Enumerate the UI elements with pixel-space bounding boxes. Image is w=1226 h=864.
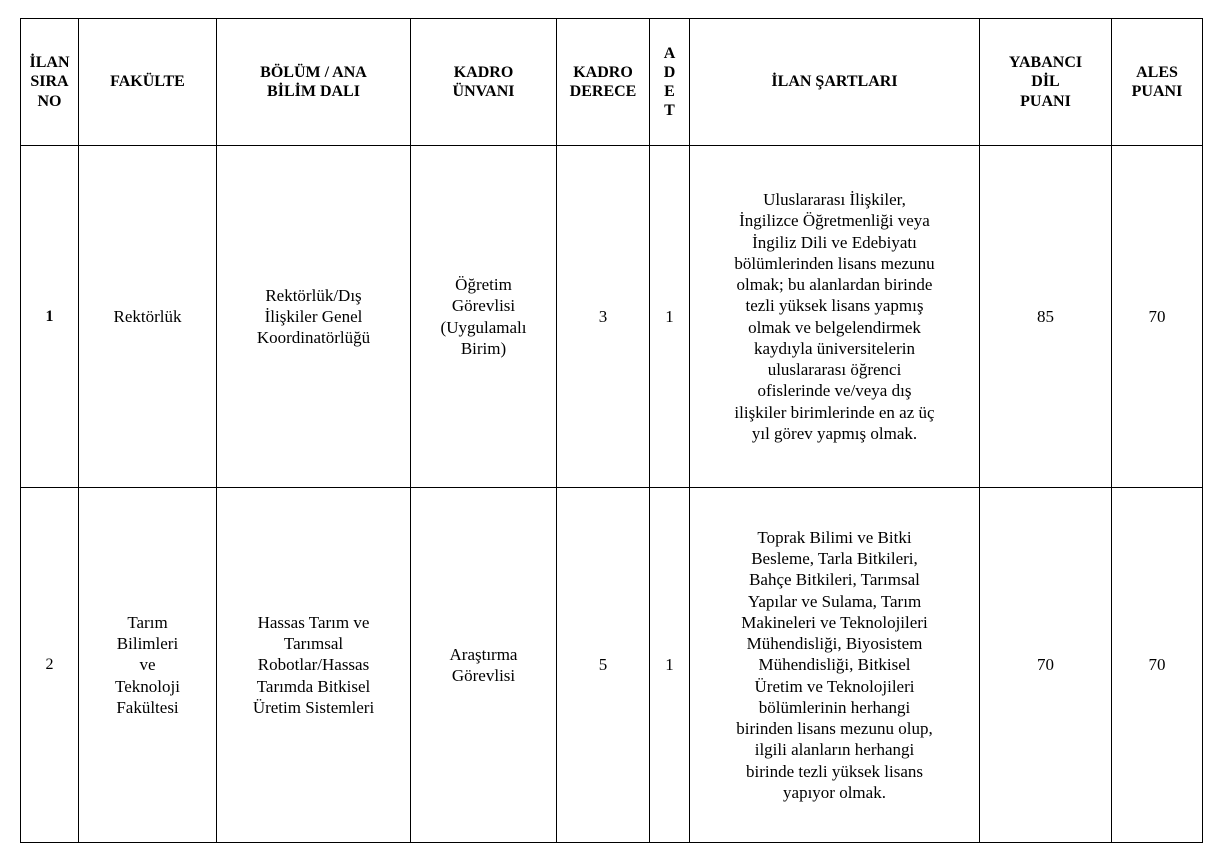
table-row [21, 488, 1203, 843]
cell-kadro-unvani: Araştırma Görevlisi [411, 488, 557, 843]
header-ales-puani: ALES PUANI [1112, 19, 1203, 146]
cell-fakulte: Tarım Bilimleri ve Teknoloji Fakültesi [79, 488, 217, 843]
cell-kadro-derece: 5 [557, 488, 650, 843]
cell-ales-puani: 70 [1112, 146, 1203, 488]
header-yabanci-dil-puani: YABANCI DİL PUANI [980, 19, 1112, 146]
cell-yabanci-dil-puani: 70 [980, 488, 1112, 843]
cell-ilan-sartlari: Toprak Bilimi ve Bitki Besleme, Tarla Bitkileri, Bahçe Bitkileri, Tarımsal Yapılar ve Sulama, Tarım Makineleri ve Teknolojileri Mühendisliği, Biyosistem Mühendisliği, Bitkisel Üretim ve Teknolojileri bölümlerinin herhangi birinden lisans mezunu olup, ilgili alanların herhangi birinde tezli yüksek lisans yapıyor olmak. [690, 488, 980, 843]
cell-ilan-sartlari: Uluslararası İlişkiler, İngilizce Öğretmenliği veya İngiliz Dili ve Edebiyatı bölümlerinden lisans mezunu olmak; bu alanlardan birinde tezli yüksek lisans yapmış olmak ve belgelendirmek kaydıyla üniversitelerin uluslararası öğrenci ofislerinde ve/veya dış ilişkiler birimlerinde en az üç yıl görev yapmış olmak. [690, 146, 980, 488]
header-bolum-ana-bilim-dali: BÖLÜM / ANA BİLİM DALI [217, 19, 411, 146]
header-kadro-derece: KADRO DERECE [557, 19, 650, 146]
cell-kadro-derece: 3 [557, 146, 650, 488]
header-ilan-sartlari: İLAN ŞARTLARI [690, 19, 980, 146]
ilan-table [20, 18, 1203, 843]
cell-adet: 1 [650, 488, 690, 843]
header-ilan-sira-no: İLAN SIRA NO [21, 19, 79, 146]
header-fakulte: FAKÜLTE [79, 19, 217, 146]
cell-yabanci-dil-puani: 85 [980, 146, 1112, 488]
cell-fakulte: Rektörlük [79, 146, 217, 488]
header-kadro-unvani: KADRO ÜNVANI [411, 19, 557, 146]
table-row [21, 146, 1203, 488]
cell-bolum: Rektörlük/Dış İlişkiler Genel Koordinatörlüğü [217, 146, 411, 488]
cell-kadro-unvani: Öğretim Görevlisi (Uygulamalı Birim) [411, 146, 557, 488]
cell-ales-puani: 70 [1112, 488, 1203, 843]
header-adet: A D E T [650, 19, 690, 146]
cell-adet: 1 [650, 146, 690, 488]
header-row [21, 19, 1203, 146]
cell-bolum: Hassas Tarım ve Tarımsal Robotlar/Hassas Tarımda Bitkisel Üretim Sistemleri [217, 488, 411, 843]
cell-sira-no: 2 [21, 488, 79, 843]
cell-sira-no: 1 [21, 146, 79, 488]
